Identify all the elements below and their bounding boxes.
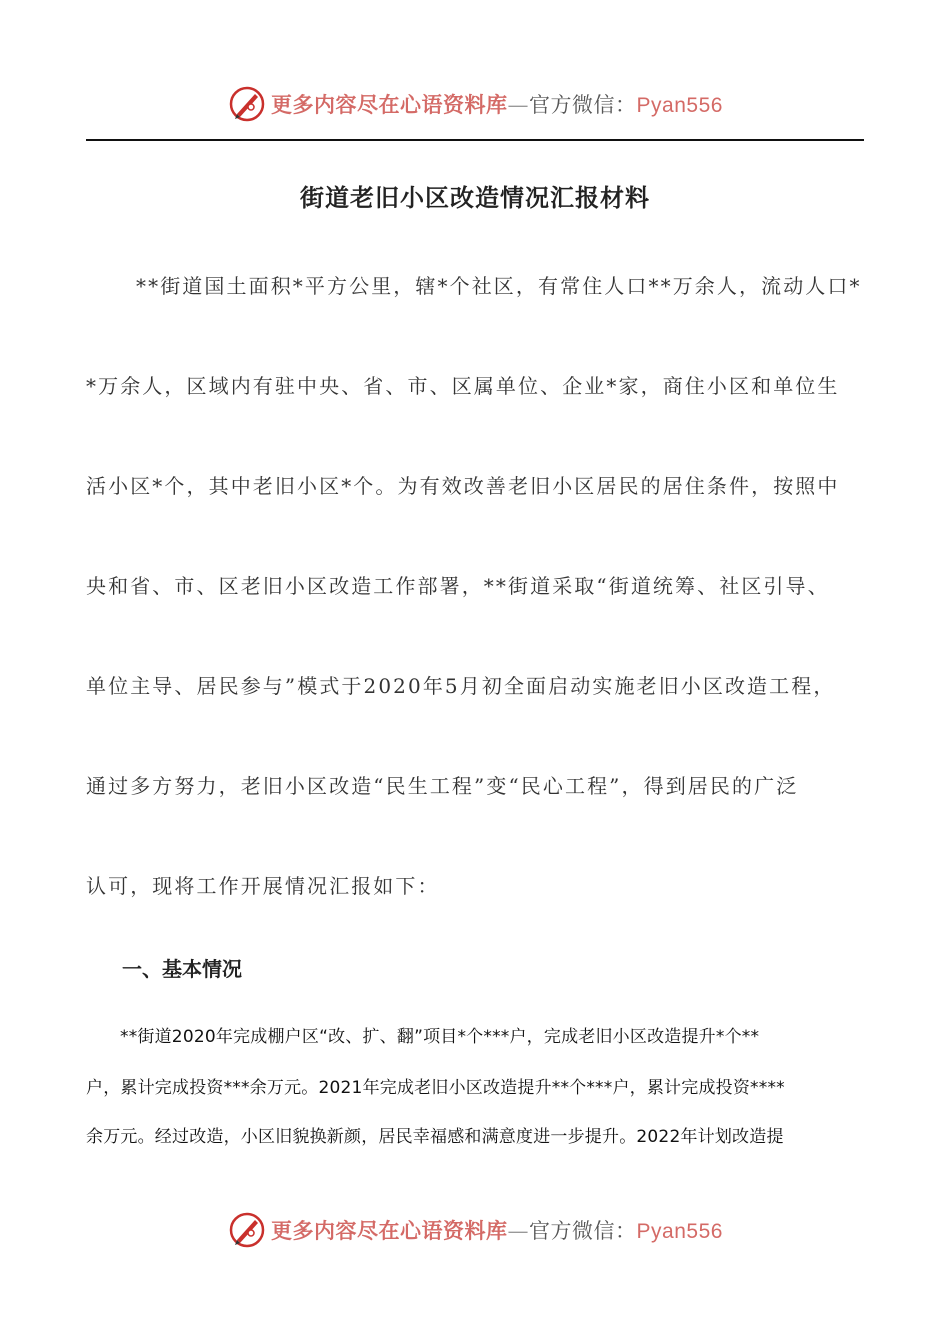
brand-name: 更多内容尽在心语资料库: [271, 1218, 508, 1243]
intro-line: *万余人，区域内有驻中央、省、市、区属单位、企业*家，商住小区和单位生: [86, 374, 840, 398]
document-title: 街道老旧小区改造情况汇报材料: [300, 183, 650, 212]
section-line: 余万元。经过改造，小区旧貌换新颜，居民幸福感和满意度进一步提升。2022年计划改造提: [86, 1127, 784, 1147]
intro-line: 央和省、市、区老旧小区改造工作部署，**街道采取“街道统筹、社区引导、: [86, 574, 830, 598]
brand-separator: —: [507, 93, 530, 117]
banner-text: [271, 89, 723, 119]
pen-logo-icon: [227, 84, 267, 124]
wechat-id: Pyan556: [636, 1220, 723, 1243]
intro-line: 通过多方努力，老旧小区改造“民生工程”变“民心工程”，得到居民的广泛: [86, 774, 799, 798]
intro-line: 活小区*个，其中老旧小区*个。为有效改善老旧小区居民的居住条件，按照中: [86, 474, 840, 498]
header-divider: [86, 139, 864, 141]
header-banner: [0, 80, 950, 128]
banner-text: [271, 1215, 723, 1245]
intro-line: **街道国土面积*平方公里，辖*个社区，有常住人口**万余人，流动人口*: [136, 274, 862, 298]
wechat-id: Pyan556: [636, 94, 723, 117]
brand-name: 更多内容尽在心语资料库: [271, 92, 508, 117]
wechat-label: 官方微信：: [529, 93, 637, 117]
section-line: 户，累计完成投资***余万元。2021年完成老旧小区改造提升**个***户，累计完成投资****: [86, 1078, 785, 1098]
section-line: **街道2020年完成棚户区“改、扩、翻”项目*个***户，完成老旧小区改造提升*个**: [120, 1027, 760, 1047]
wechat-label: 官方微信：: [529, 1219, 637, 1243]
intro-line: 单位主导、居民参与”模式于2020年5月初全面启动实施老旧小区改造工程，: [86, 674, 836, 698]
brand-separator: —: [507, 1219, 530, 1243]
pen-logo-icon: [227, 1210, 267, 1250]
section-heading: 一、基本情况: [122, 957, 242, 981]
footer-banner: [0, 1206, 950, 1254]
intro-line: 认可，现将工作开展情况汇报如下：: [86, 874, 440, 898]
